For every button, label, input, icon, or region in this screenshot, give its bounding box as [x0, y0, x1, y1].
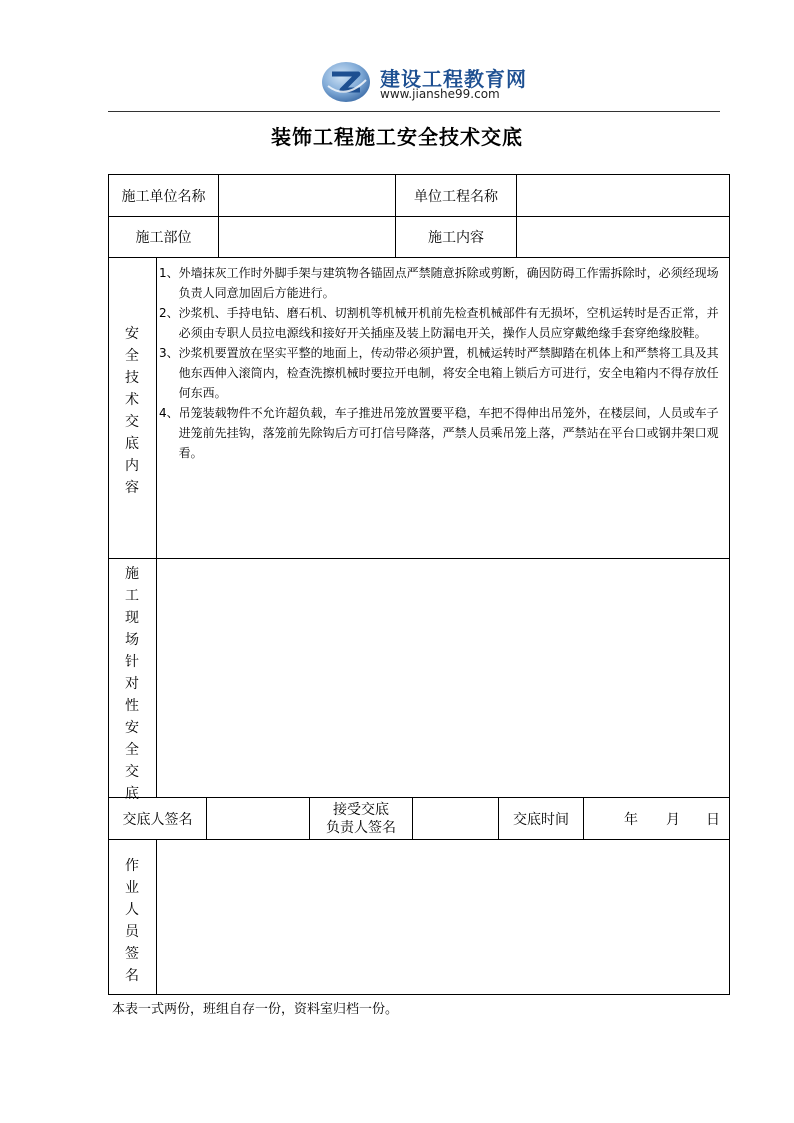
logo-emblem-icon: [320, 60, 372, 104]
project-name-field[interactable]: [517, 175, 729, 216]
safety-content-label: 安 全 技 术 交 底 内 容: [125, 326, 139, 496]
presenter-signature-label: 交底人签名: [122, 811, 193, 828]
list-item: 2、 沙浆机、手持电钻、磨石机、切割机等机械开机前先检查机械部件有无损坏，空机运转时是否正常，并必须由专职人员拉电源线和接好开关插座及装上防漏电开关，操作人员应穿戴绝缘手套穿绝缘胶鞋。: [159, 306, 719, 340]
logo-text: 建设工程教育网: [380, 67, 527, 91]
site-safety-label: 施 工 现 场 针 对 性 安 全 交 底: [125, 566, 139, 802]
site-safety-field[interactable]: [157, 559, 729, 797]
disclosure-time-label: 交底时间: [513, 811, 569, 828]
page-title: 装饰工程施工安全技术交底: [271, 125, 523, 149]
footnote: 本表一式两份，班组自存一份，资料室归档一份。: [112, 1002, 399, 1017]
header-divider: [108, 111, 720, 112]
list-item: 1、 外墙抹灰工作时外脚手架与建筑物各锚固点严禁随意拆除或剪断，确因防碍工作需拆除时，必须经现场负责人同意加固后方能进行。: [159, 266, 719, 300]
workers-signature-label: 作 业 人 员 签 名: [125, 858, 139, 984]
month-label: 月: [666, 811, 680, 828]
logo-url: www.jianshe99.com: [380, 87, 500, 101]
disclosure-date-field[interactable]: [584, 798, 729, 839]
unit-name-field[interactable]: [219, 175, 395, 216]
unit-name-label: 施工单位名称: [121, 188, 206, 205]
row-divider: [109, 257, 729, 258]
workers-signature-field[interactable]: [157, 840, 729, 994]
year-label: 年: [624, 811, 638, 828]
site-logo: [320, 60, 527, 106]
construction-part-label: 施工部位: [135, 230, 192, 246]
project-name-label: 单位工程名称: [414, 188, 498, 205]
list-item: 4、 吊笼装载物件不允许超负载，车子推进吊笼放置要平稳，车把不得伸出吊笼外，在楼层间，人员或车子进笼前先挂钩，落笼前先除钩后方可打信号降落，严禁人员乘吊笼上落，严禁站在平台口或钢井架口观看。: [159, 406, 719, 460]
presenter-signature-field[interactable]: [207, 798, 309, 839]
construction-content-label: 施工内容: [428, 230, 484, 246]
construction-content-field[interactable]: [517, 217, 729, 257]
disclosure-table: [108, 174, 730, 995]
list-item: 3、 沙浆机要置放在坚实平整的地面上，传动带必须护置，机械运转时严禁脚踏在机体上和严禁将工具及其他东西伸入滚筒内，检查洗擦机械时要拉开电制，将安全电箱上锁后方可进行，安全电箱内不得存放任何东西。: [159, 346, 719, 400]
receiver-signature-field[interactable]: [413, 798, 498, 839]
safety-content-list: [159, 263, 727, 463]
receiver-signature-label: 接受交底 负责人签名: [326, 801, 396, 836]
construction-part-field[interactable]: [219, 217, 395, 257]
day-label: 日: [706, 811, 720, 828]
